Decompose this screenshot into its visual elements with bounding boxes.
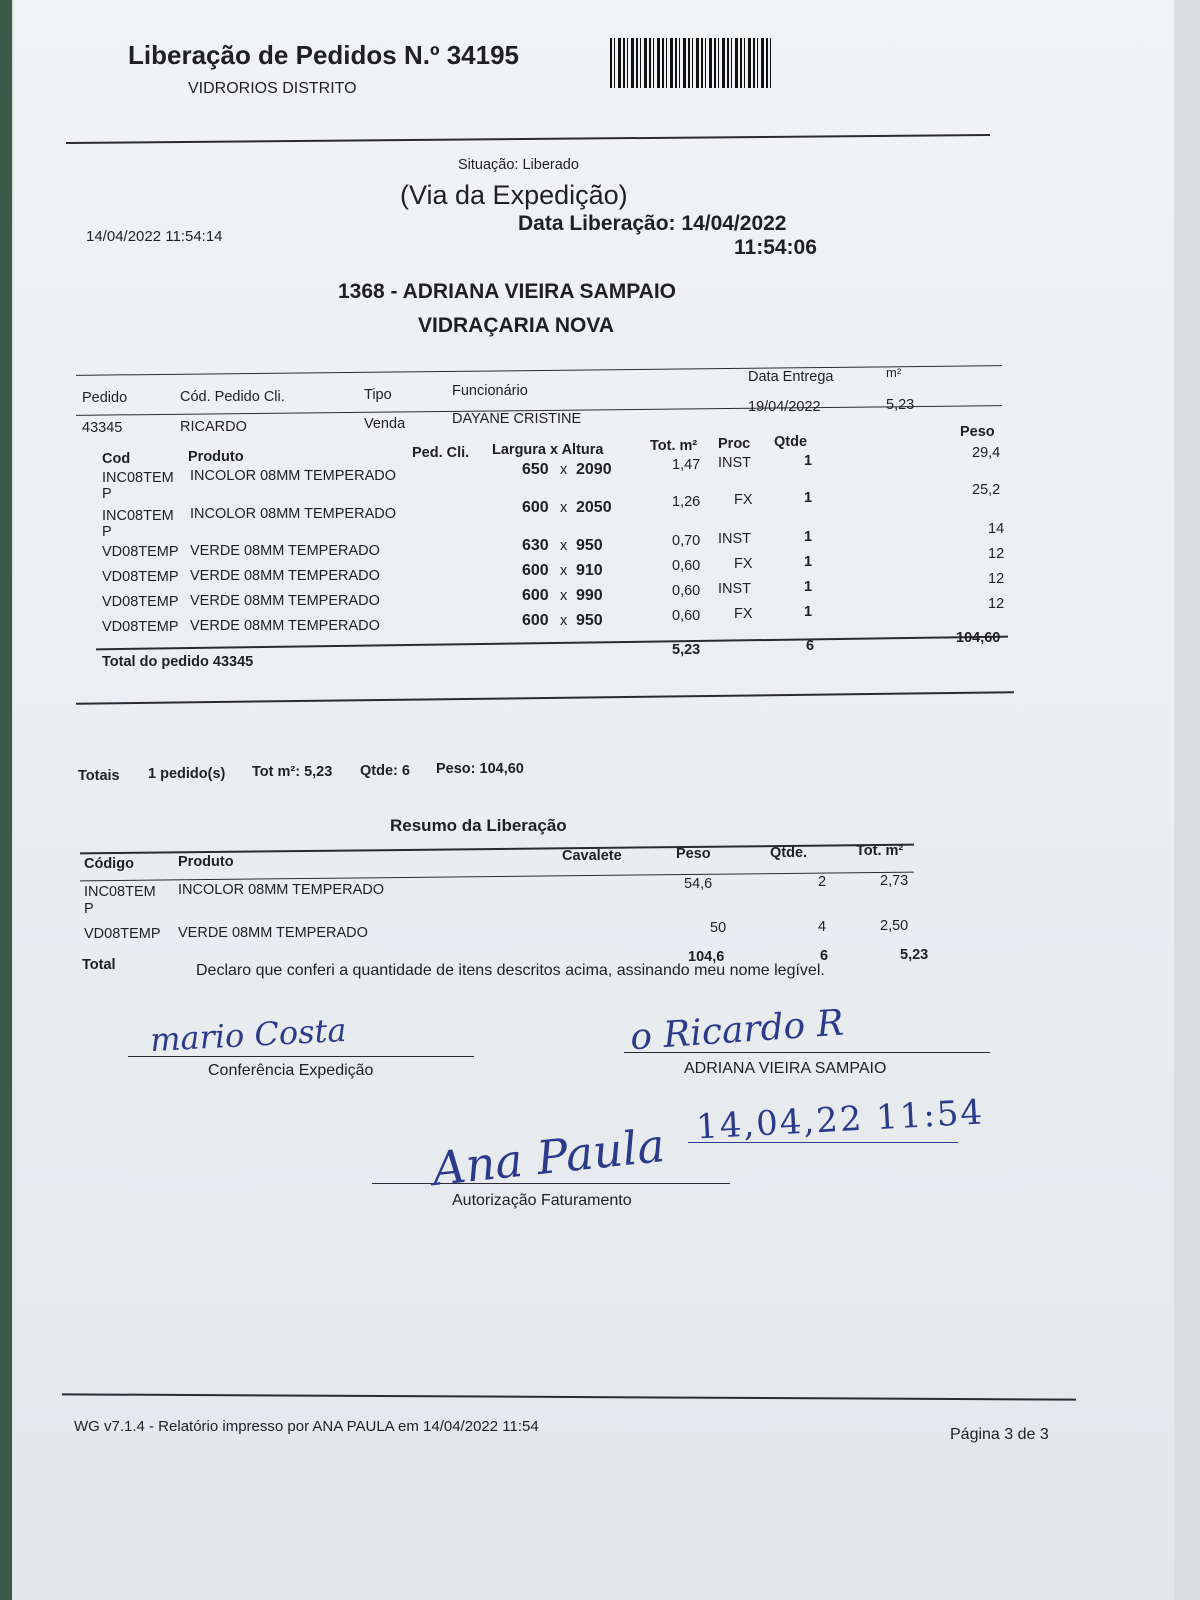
item-x: x bbox=[560, 538, 568, 554]
item-cod: INC08TEM bbox=[102, 470, 174, 486]
item-altura: 950 bbox=[576, 612, 603, 629]
item-qtde: 1 bbox=[804, 529, 813, 545]
item-produto: INCOLOR 08MM TEMPERADO bbox=[190, 468, 396, 484]
items-total-label: Total do pedido 43345 bbox=[102, 654, 254, 670]
resumo-total-label: Total bbox=[82, 957, 116, 973]
item-tot-m2: 0,70 bbox=[672, 533, 701, 549]
client-company: VIDRAÇARIA NOVA bbox=[418, 314, 615, 337]
item-proc: FX bbox=[734, 606, 753, 622]
declaration-text: Declaro que conferi a quantidade de itens descritos acima, assinando meu nome legível. bbox=[196, 962, 825, 979]
item-tot-m2: 0,60 bbox=[672, 583, 701, 599]
items-col-produto: Produto bbox=[188, 449, 244, 465]
resumo-peso: 50 bbox=[710, 920, 727, 936]
data-liberacao: Data Liberação: 14/04/2022 bbox=[518, 212, 787, 235]
item-produto: VERDE 08MM TEMPERADO bbox=[190, 593, 380, 609]
item-x: x bbox=[560, 462, 568, 478]
item-cod: VD08TEMP bbox=[102, 544, 179, 560]
item-largura: 600 bbox=[522, 499, 549, 516]
items-col-qtde: Qtde bbox=[774, 434, 808, 450]
resumo-total-peso: 104,6 bbox=[688, 949, 725, 965]
item-largura: 600 bbox=[522, 562, 549, 579]
item-tot-m2: 0,60 bbox=[672, 608, 701, 624]
col-m2: m² bbox=[886, 365, 902, 380]
item-cod: INC08TEM bbox=[102, 508, 174, 524]
item-x: x bbox=[560, 613, 568, 629]
print-datetime: 14/04/2022 11:54:14 bbox=[86, 228, 223, 245]
item-qtde: 1 bbox=[804, 604, 813, 620]
resumo-col-peso: Peso bbox=[676, 846, 711, 862]
items-col-largura-altura: Largura x Altura bbox=[492, 442, 604, 458]
resumo-peso: 54,6 bbox=[684, 876, 713, 892]
m2-value: 5,23 bbox=[886, 397, 915, 413]
totais-label: Totais bbox=[78, 768, 120, 784]
item-produto: VERDE 08MM TEMPERADO bbox=[190, 568, 380, 584]
resumo-total-m2: 5,23 bbox=[900, 947, 929, 963]
item-tot-m2: 0,60 bbox=[672, 558, 701, 574]
totais-qtde: Qtde: 6 bbox=[360, 763, 410, 779]
resumo-qtde: 2 bbox=[818, 874, 827, 890]
item-largura: 650 bbox=[522, 461, 549, 478]
item-x: x bbox=[560, 563, 568, 579]
item-tot-m2: 1,47 bbox=[672, 457, 701, 473]
item-altura: 2050 bbox=[576, 499, 612, 516]
item-produto: VERDE 08MM TEMPERADO bbox=[190, 543, 380, 559]
items-col-ped-cli: Ped. Cli. bbox=[412, 445, 470, 461]
resumo-col-cavalete: Cavalete bbox=[562, 848, 622, 864]
items-total-peso: 104,60 bbox=[956, 630, 1001, 646]
col-cod-pedido-cli: Cód. Pedido Cli. bbox=[180, 389, 285, 405]
via-label: (Via da Expedição) bbox=[400, 180, 628, 210]
resumo-title: Resumo da Liberação bbox=[390, 816, 567, 835]
resumo-codigo-wrap: P bbox=[84, 901, 94, 917]
items-col-cod: Cod bbox=[102, 451, 131, 467]
item-produto: INCOLOR 08MM TEMPERADO bbox=[190, 506, 396, 522]
expedicao-label: Conferência Expedição bbox=[208, 1062, 374, 1079]
item-tot-m2: 1,26 bbox=[672, 494, 701, 510]
items-total-m2: 5,23 bbox=[672, 642, 701, 658]
item-qtde: 1 bbox=[804, 579, 813, 595]
item-cod-wrap: P bbox=[102, 524, 112, 540]
item-qtde: 1 bbox=[804, 453, 813, 469]
funcionario-value: DAYANE CRISTINE bbox=[452, 411, 582, 427]
item-peso: 12 bbox=[988, 546, 1005, 562]
item-peso: 12 bbox=[988, 571, 1005, 587]
footer-page: Página 3 de 3 bbox=[950, 1426, 1049, 1443]
resumo-col-tot-m2: Tot. m² bbox=[856, 843, 904, 859]
resumo-col-qtde: Qtde. bbox=[770, 845, 808, 861]
data-entrega-value: 19/04/2022 bbox=[748, 399, 821, 415]
col-tipo: Tipo bbox=[364, 387, 392, 403]
data-liberacao-time: 11:54:06 bbox=[734, 236, 817, 259]
resumo-col-codigo: Código bbox=[84, 856, 134, 872]
item-proc: INST bbox=[718, 581, 752, 597]
item-cod: VD08TEMP bbox=[102, 569, 179, 585]
totais-m2: Tot m²: 5,23 bbox=[252, 764, 333, 780]
item-x: x bbox=[560, 588, 568, 604]
barcode-image bbox=[610, 38, 772, 88]
totais-peso: Peso: 104,60 bbox=[436, 761, 524, 777]
item-cod: VD08TEMP bbox=[102, 619, 179, 635]
items-col-peso: Peso bbox=[960, 424, 995, 440]
resumo-tot-m2: 2,50 bbox=[880, 918, 909, 934]
item-cod-wrap: P bbox=[102, 486, 112, 502]
item-proc: FX bbox=[734, 492, 753, 508]
item-proc: INST bbox=[718, 531, 752, 547]
resumo-qtde: 4 bbox=[818, 919, 827, 935]
resumo-codigo: INC08TEM bbox=[84, 884, 156, 900]
item-peso: 14 bbox=[988, 521, 1005, 537]
item-qtde: 1 bbox=[804, 490, 813, 506]
items-col-proc: Proc bbox=[718, 436, 751, 452]
item-proc: FX bbox=[734, 556, 753, 572]
item-peso: 29,4 bbox=[972, 445, 1001, 461]
col-funcionario: Funcionário bbox=[452, 383, 528, 399]
item-cod: VD08TEMP bbox=[102, 594, 179, 610]
item-altura: 2090 bbox=[576, 461, 612, 478]
col-data-entrega: Data Entrega bbox=[748, 369, 834, 385]
resumo-produto: INCOLOR 08MM TEMPERADO bbox=[178, 882, 384, 898]
item-proc: INST bbox=[718, 455, 752, 471]
item-peso: 25,2 bbox=[972, 482, 1001, 498]
col-pedido: Pedido bbox=[82, 390, 128, 406]
handwritten-date-underline bbox=[688, 1142, 958, 1143]
footer-report: WG v7.1.4 - Relatório impresso por ANA PAULA em 14/04/2022 11:54 bbox=[74, 1418, 539, 1435]
signature-faturamento: Ana Paula bbox=[429, 1117, 668, 1197]
item-altura: 950 bbox=[576, 537, 603, 554]
company-name: VIDRORIOS DISTRITO bbox=[188, 80, 357, 97]
resumo-col-produto: Produto bbox=[178, 854, 234, 870]
item-x: x bbox=[560, 500, 568, 516]
client-line: 1368 - ADRIANA VIEIRA SAMPAIO bbox=[338, 280, 676, 303]
item-qtde: 1 bbox=[804, 554, 813, 570]
items-total-qtde: 6 bbox=[806, 638, 815, 654]
document-title: Liberação de Pedidos N.º 34195 bbox=[128, 40, 519, 70]
item-altura: 990 bbox=[576, 587, 603, 604]
faturamento-label: Autorização Faturamento bbox=[452, 1192, 632, 1209]
client-signature-label: ADRIANA VIEIRA SAMPAIO bbox=[684, 1060, 887, 1077]
resumo-produto: VERDE 08MM TEMPERADO bbox=[178, 925, 368, 941]
resumo-codigo: VD08TEMP bbox=[84, 926, 161, 942]
item-largura: 630 bbox=[522, 537, 549, 554]
cod-pedido-cli-value: RICARDO bbox=[180, 419, 247, 435]
situacao-label: Situação: Liberado bbox=[458, 157, 579, 173]
pedido-value: 43345 bbox=[82, 420, 123, 436]
resumo-total-qtde: 6 bbox=[820, 948, 829, 964]
item-produto: VERDE 08MM TEMPERADO bbox=[190, 618, 380, 634]
items-col-tot-m2: Tot. m² bbox=[650, 438, 698, 454]
handwritten-date: 14,04,22 11:54 bbox=[695, 1092, 986, 1148]
item-altura: 910 bbox=[576, 562, 603, 579]
item-largura: 600 bbox=[522, 612, 549, 629]
signature-client: o Ricardo R bbox=[628, 1002, 846, 1059]
totais-pedidos: 1 pedido(s) bbox=[148, 766, 226, 782]
item-largura: 600 bbox=[522, 587, 549, 604]
item-peso: 12 bbox=[988, 596, 1005, 612]
tipo-value: Venda bbox=[364, 416, 406, 432]
resumo-tot-m2: 2,73 bbox=[880, 873, 909, 889]
signature-expedicao: mario Costa bbox=[149, 1010, 348, 1060]
